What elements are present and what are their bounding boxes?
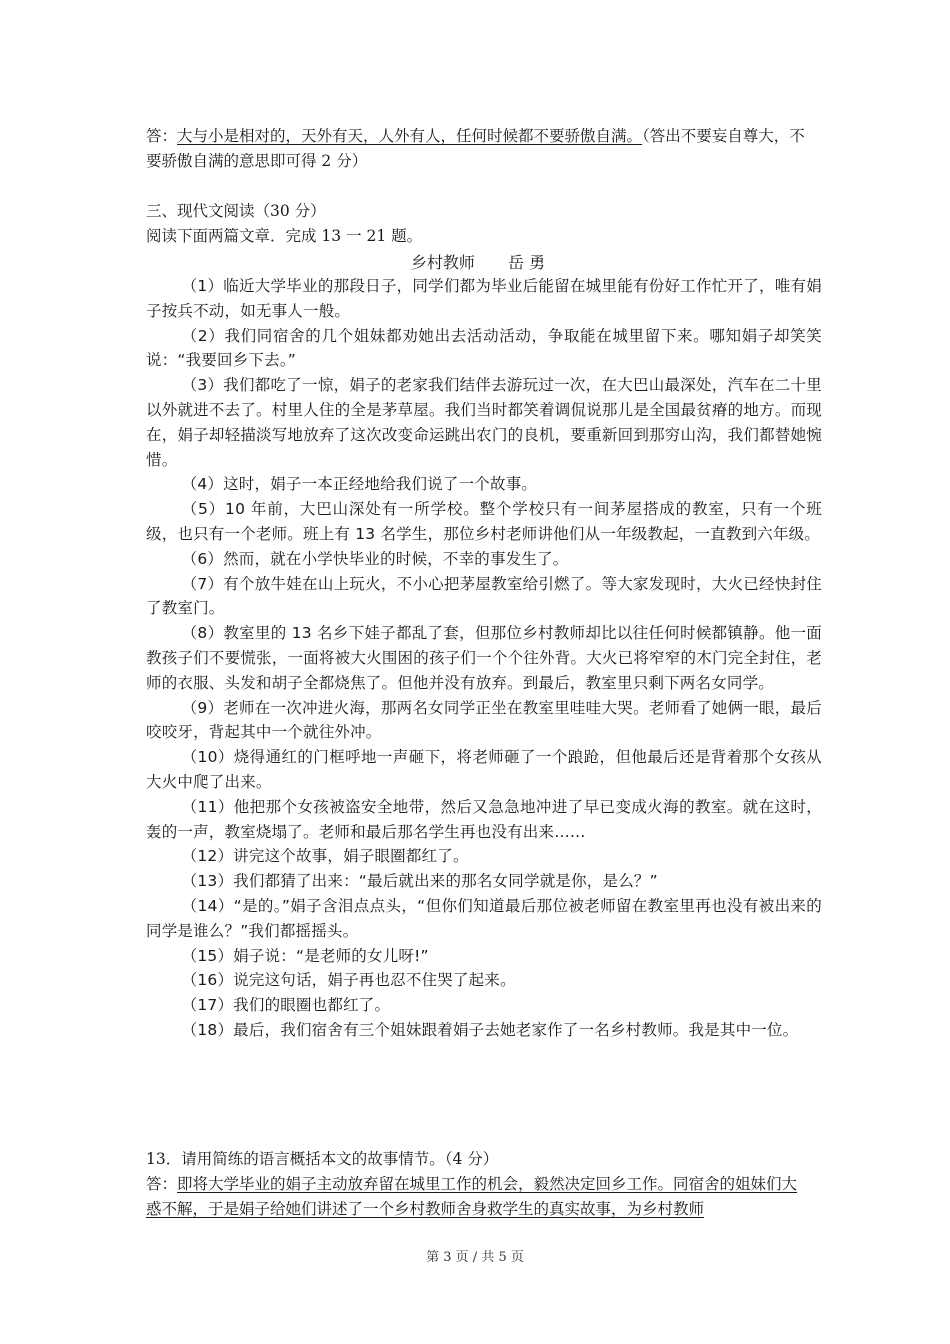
article-paragraph: （10）烧得通红的门框呼地一声砸下，将老师砸了一个踉跄，但他最后还是背着那个女孩从大火中爬了出来。 xyxy=(146,748,822,791)
article-title: 乡村教师 xyxy=(410,253,475,272)
article-paragraph: （5）10 年前，大巴山深处有一所学校。整个学校只有一间茅屋搭成的教室，只有一个班级，也只有一个老师。班上有 13 名学生，那位乡村老师讲他们从一年级教起，一直教到六年级。 xyxy=(146,500,822,543)
answer-underlined-text: 大与小是相对的，天外有天，人外有人，任何时候都不要骄傲自满。 xyxy=(177,127,643,145)
article-paragraph: （17）我们的眼圈也都红了。 xyxy=(181,996,391,1015)
article-paragraph: （7）有个放牛娃在山上玩火，不小心把茅屋教室给引燃了。等大家发现时，大火已经快封住了教室门。 xyxy=(146,574,822,618)
article-paragraph: （13）我们都猜了出来：“最后就出来的那名女同学就是你，是么？” xyxy=(181,872,658,891)
answer-prefix: 答： xyxy=(146,127,178,145)
article-paragraph: （6）然而，就在小学快毕业的时候，不幸的事发生了。 xyxy=(181,549,569,568)
article-paragraph: （18）最后，我们宿舍有三个姐妹跟着娟子去她老家作了一名乡村教师。我是其中一位。 xyxy=(181,1020,799,1039)
page-footer: 第 3 页 / 共 5 页 xyxy=(426,1250,524,1265)
section-heading: 三、现代文阅读（30 分） xyxy=(146,202,326,220)
article-paragraph: （3）我们都吃了一惊，娟子的老家我们结伴去游玩过一次，在大巴山最深处，汽车在二十里以外就进不去了。村里人住的全是茅草屋。我们当时都笑着调侃说那儿是全国最贫瘠的地方。而现在，娟子却轻描淡写地放弃了这次改变命运跳出农门的良机，要重新回到那穷山沟，我们都替她惋惜。 xyxy=(146,376,822,469)
article-paragraph: （1）临近大学毕业的那段日子，同学们都为毕业后能留在城里能有份好工作忙开了，唯有娟子按兵不动，如无事人一般。 xyxy=(146,277,822,320)
question-13-stem: 13．请用简练的语言概括本文的故事情节。（4 分） xyxy=(146,1150,499,1168)
article-paragraph: （12）讲完这个故事，娟子眼圈都红了。 xyxy=(181,847,469,866)
article-paragraph: （11）他把那个女孩被盗安全地带，然后又急急地冲进了早已变成火海的教室。就在这时，轰的一声，教室烧塌了。老师和最后那名学生再也没有出来…… xyxy=(146,797,822,841)
article-paragraph: （2）我们同宿舍的几个姐妹都劝她出去活动活动，争取能在城里留下来。哪知娟子却笑笑说：“我要回乡下去。” xyxy=(146,326,822,370)
article-author: 岳 勇 xyxy=(508,253,546,272)
article-paragraph: （16）说完这句话，娟子再也忍不住哭了起来。 xyxy=(181,971,516,990)
article-paragraph: （4）这时，娟子一本正经地给我们说了一个故事。 xyxy=(181,475,538,494)
section-instructions: 阅读下面两篇文章．完成 13 一 21 题。 xyxy=(146,227,423,245)
article-title-line xyxy=(146,250,810,276)
article-body xyxy=(146,274,822,1043)
question-13-answer xyxy=(146,1172,810,1222)
article-paragraph: （8）教室里的 13 名乡下娃子都乱了套，但那位乡村教师却比以往任何时候都镇静。他一面教孩子们不要慌张，一面将被大火围困的孩子们一个个往外背。大火已将窄窄的木门完全封住，老师的衣服、头发和胡子全都烧焦了。但他并没有放弃。到最后，教室里只剩下两名女同学。 xyxy=(146,624,822,692)
scoring-note: （答出不要妄自尊大，不要骄傲自满的意思即可得 2 分） xyxy=(146,127,805,170)
article-paragraph: （9）老师在一次冲进火海，那两名女同学正坐在教室里哇哇大哭。老师看了她俩一眼，最后咬咬牙，背起其中一个就往外冲。 xyxy=(146,698,822,742)
answer-underlined-text: 即将大学毕业的娟子主动放弃留在城里工作的机会，毅然决定回乡工作。同宿舍的姐妹们大惑不解，于是娟子给她们讲述了一个乡村教师舍身救学生的真实故事，为乡村教师 xyxy=(146,1175,798,1218)
previous-answer xyxy=(146,124,810,174)
answer-prefix: 答： xyxy=(146,1175,178,1193)
article-paragraph: （15）娟子说：“是老师的女儿呀!” xyxy=(181,946,429,965)
article-paragraph: （14）“是的。”娟子含泪点点头，“但你们知道最后那位被老师留在教室里再也没有被出来的同学是谁么？”我们都摇摇头。 xyxy=(146,896,822,940)
